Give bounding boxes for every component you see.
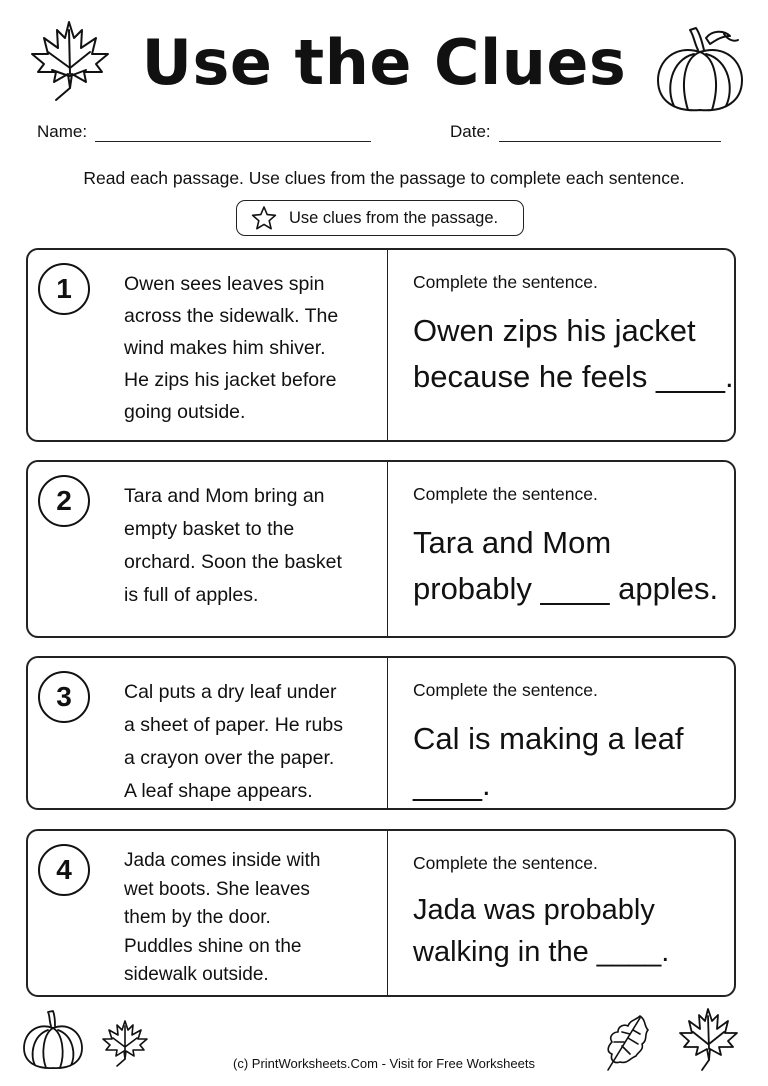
sentence-line: Tara and Mom (413, 525, 612, 560)
passage-text (124, 480, 384, 612)
instructions: Read each passage. Use clues from the passage to complete each sentence. (83, 168, 685, 188)
sentence-line: because he feels ____. (413, 359, 734, 394)
passage-text (124, 847, 384, 990)
prompt-label: Complete the sentence. (413, 484, 598, 504)
answer-panel[interactable] (388, 462, 734, 636)
passage-line: is full of apples. (124, 584, 259, 606)
passage-line: across the sidewalk. The (124, 305, 339, 327)
passage-line: them by the door. (124, 907, 271, 928)
sentence-line: walking in the ____. (413, 936, 670, 968)
passage-line: sidewalk outside. (124, 964, 269, 985)
sentence-text (413, 889, 734, 973)
passage-line: a crayon over the paper. (124, 747, 335, 769)
passage-panel (28, 250, 388, 440)
sentence-line: Jada was probably (413, 894, 655, 926)
passage-line: A leaf shape appears. (124, 780, 313, 802)
passage-line: wind makes him shiver. (124, 337, 326, 359)
passage-panel (28, 831, 388, 995)
passage-line: Puddles shine on the (124, 935, 302, 957)
prompt-label: Complete the sentence. (413, 853, 598, 873)
date-label: Date: (450, 122, 491, 141)
page-title: Use the Clues (141, 26, 627, 99)
hint-box (236, 200, 524, 236)
passage-line: Cal puts a dry leaf under (124, 681, 337, 703)
passage-line: Jada comes inside with (124, 850, 321, 871)
sentence-text (413, 308, 734, 400)
passage-line: orchard. Soon the basket (124, 551, 342, 573)
sentence-text (413, 520, 734, 612)
passage-text (124, 268, 384, 428)
sentence-line: Owen zips his jacket (413, 313, 696, 348)
prompt-label: Complete the sentence. (413, 272, 598, 292)
date-line[interactable] (499, 123, 721, 142)
passage-line: a sheet of paper. He rubs (124, 714, 343, 736)
date-field[interactable] (450, 122, 721, 142)
passage-line: empty basket to the (124, 518, 295, 540)
question-card-2 (26, 460, 736, 638)
passage-line: Owen sees leaves spin (124, 273, 325, 295)
sentence-line: probably ____ apples. (413, 571, 719, 606)
question-number: 3 (38, 671, 90, 723)
passage-line: Tara and Mom bring an (124, 485, 325, 507)
sentence-line: Cal is making a leaf ____. (413, 721, 684, 802)
question-card-3 (26, 656, 736, 810)
star-icon (251, 205, 277, 231)
passage-text (124, 676, 384, 808)
name-line[interactable] (95, 123, 371, 142)
hint-text: Use clues from the passage. (289, 208, 499, 227)
passage-line: He zips his jacket before (124, 369, 337, 391)
answer-panel[interactable] (388, 658, 734, 808)
sentence-text (413, 716, 734, 808)
passage-line: wet boots. She leaves (124, 878, 310, 900)
passage-panel (28, 658, 388, 808)
answer-panel[interactable] (388, 250, 734, 440)
question-card-1 (26, 248, 736, 442)
footer-credit: (c) PrintWorksheets.Com - Visit for Free Worksheets (233, 1056, 535, 1071)
name-label: Name: (37, 122, 88, 141)
answer-panel[interactable] (388, 831, 734, 995)
question-number: 4 (38, 844, 90, 896)
passage-panel (28, 462, 388, 636)
passage-line: going outside. (124, 401, 246, 423)
question-number: 1 (38, 263, 90, 315)
name-field[interactable] (37, 122, 371, 142)
question-card-4 (26, 829, 736, 997)
prompt-label: Complete the sentence. (413, 680, 598, 700)
question-number: 2 (38, 475, 90, 527)
